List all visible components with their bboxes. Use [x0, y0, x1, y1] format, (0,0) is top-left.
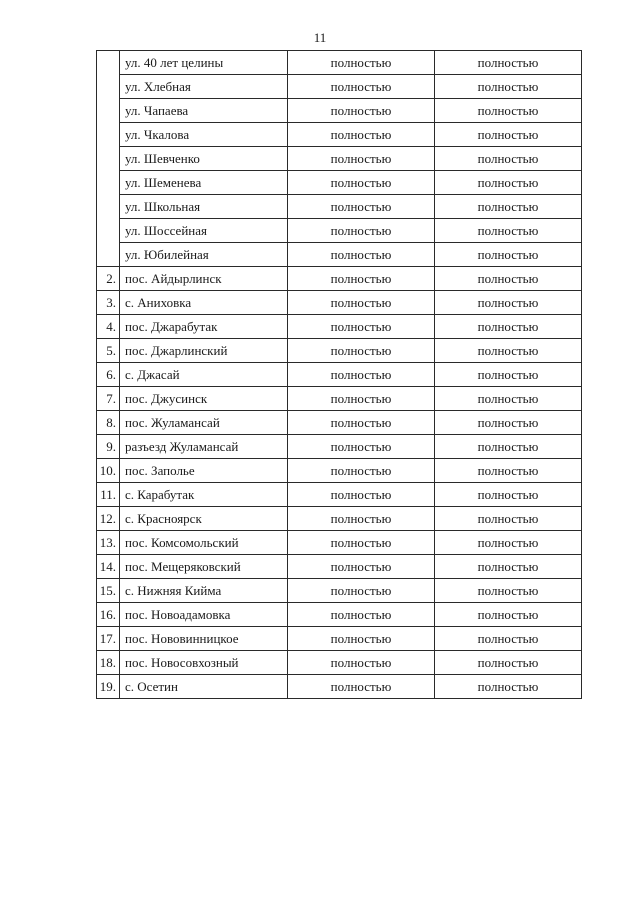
row-number: 18.	[97, 651, 120, 675]
settlement-name: с. Нижняя Кийма	[120, 579, 288, 603]
status-cell-b: полностью	[435, 99, 582, 123]
table-row	[97, 339, 582, 363]
status-cell-b: полностью	[435, 507, 582, 531]
row-number: 16.	[97, 603, 120, 627]
status-cell-b: полностью	[435, 435, 582, 459]
row-number-cell	[97, 51, 120, 267]
table-row	[97, 435, 582, 459]
status-cell-b: полностью	[435, 171, 582, 195]
status-cell-a: полностью	[288, 195, 435, 219]
table-row	[97, 267, 582, 291]
status-cell-b: полностью	[435, 387, 582, 411]
status-cell-a: полностью	[288, 507, 435, 531]
table-row	[97, 627, 582, 651]
table-row	[97, 555, 582, 579]
table-row	[97, 459, 582, 483]
settlement-name: ул. 40 лет целины	[120, 51, 288, 75]
row-number: 2.	[97, 267, 120, 291]
row-number: 15.	[97, 579, 120, 603]
table-row	[97, 51, 582, 75]
status-cell-b: полностью	[435, 459, 582, 483]
settlement-name: пос. Джарлинский	[120, 339, 288, 363]
settlement-name: пос. Нововинницкое	[120, 627, 288, 651]
row-number: 12.	[97, 507, 120, 531]
status-cell-a: полностью	[288, 531, 435, 555]
status-cell-a: полностью	[288, 459, 435, 483]
settlement-name: пос. Комсомольский	[120, 531, 288, 555]
row-number: 17.	[97, 627, 120, 651]
status-cell-a: полностью	[288, 171, 435, 195]
table-row	[97, 363, 582, 387]
status-cell-b: полностью	[435, 147, 582, 171]
table-row	[97, 603, 582, 627]
table-row	[97, 219, 582, 243]
table-body	[97, 51, 582, 699]
settlement-name: ул. Шевченко	[120, 147, 288, 171]
status-cell-b: полностью	[435, 219, 582, 243]
status-cell-b: полностью	[435, 339, 582, 363]
settlement-name: с. Джасай	[120, 363, 288, 387]
status-cell-a: полностью	[288, 147, 435, 171]
table-row	[97, 291, 582, 315]
status-cell-a: полностью	[288, 387, 435, 411]
status-cell-a: полностью	[288, 243, 435, 267]
table-row	[97, 99, 582, 123]
table-row	[97, 483, 582, 507]
row-number: 9.	[97, 435, 120, 459]
settlement-name: пос. Айдырлинск	[120, 267, 288, 291]
row-number: 11.	[97, 483, 120, 507]
status-cell-a: полностью	[288, 435, 435, 459]
status-cell-b: полностью	[435, 243, 582, 267]
settlement-name: ул. Шеменева	[120, 171, 288, 195]
settlement-name: пос. Заполье	[120, 459, 288, 483]
status-cell-a: полностью	[288, 75, 435, 99]
settlement-name: с. Осетин	[120, 675, 288, 699]
table-row	[97, 651, 582, 675]
status-cell-b: полностью	[435, 291, 582, 315]
table-row	[97, 315, 582, 339]
settlement-name: разъезд Жуламансай	[120, 435, 288, 459]
row-number: 5.	[97, 339, 120, 363]
settlement-name: ул. Хлебная	[120, 75, 288, 99]
settlement-name: пос. Мещеряковский	[120, 555, 288, 579]
status-cell-b: полностью	[435, 579, 582, 603]
status-cell-a: полностью	[288, 267, 435, 291]
row-number: 19.	[97, 675, 120, 699]
status-cell-b: полностью	[435, 627, 582, 651]
table-row	[97, 531, 582, 555]
status-cell-b: полностью	[435, 75, 582, 99]
status-cell-b: полностью	[435, 603, 582, 627]
status-cell-a: полностью	[288, 627, 435, 651]
status-cell-a: полностью	[288, 315, 435, 339]
status-cell-a: полностью	[288, 123, 435, 147]
status-cell-a: полностью	[288, 339, 435, 363]
settlement-name: с. Красноярск	[120, 507, 288, 531]
status-cell-a: полностью	[288, 363, 435, 387]
table-row	[97, 507, 582, 531]
page-number: 11	[313, 30, 327, 45]
status-cell-b: полностью	[435, 363, 582, 387]
table-row	[97, 147, 582, 171]
status-cell-b: полностью	[435, 315, 582, 339]
status-cell-a: полностью	[288, 219, 435, 243]
settlement-name: ул. Юбилейная	[120, 243, 288, 267]
settlements-table	[96, 50, 582, 699]
settlement-name: с. Карабутак	[120, 483, 288, 507]
status-cell-a: полностью	[288, 51, 435, 75]
row-number: 8.	[97, 411, 120, 435]
status-cell-b: полностью	[435, 651, 582, 675]
table-row	[97, 411, 582, 435]
status-cell-b: полностью	[435, 411, 582, 435]
settlement-name: с. Аниховка	[120, 291, 288, 315]
status-cell-a: полностью	[288, 291, 435, 315]
settlement-name: пос. Жуламансай	[120, 411, 288, 435]
row-number: 3.	[97, 291, 120, 315]
status-cell-b: полностью	[435, 267, 582, 291]
table-row	[97, 243, 582, 267]
status-cell-a: полностью	[288, 555, 435, 579]
settlement-name: ул. Чапаева	[120, 99, 288, 123]
status-cell-a: полностью	[288, 651, 435, 675]
table-row	[97, 75, 582, 99]
settlement-name: пос. Джусинск	[120, 387, 288, 411]
settlement-name: пос. Новосовхозный	[120, 651, 288, 675]
row-number: 13.	[97, 531, 120, 555]
table-row	[97, 387, 582, 411]
table-row	[97, 123, 582, 147]
settlement-name: пос. Джарабутак	[120, 315, 288, 339]
status-cell-b: полностью	[435, 675, 582, 699]
row-number: 6.	[97, 363, 120, 387]
row-number: 14.	[97, 555, 120, 579]
status-cell-b: полностью	[435, 51, 582, 75]
status-cell-a: полностью	[288, 675, 435, 699]
status-cell-b: полностью	[435, 531, 582, 555]
settlement-name: ул. Шоссейная	[120, 219, 288, 243]
row-number: 10.	[97, 459, 120, 483]
status-cell-a: полностью	[288, 99, 435, 123]
settlement-name: ул. Чкалова	[120, 123, 288, 147]
status-cell-b: полностью	[435, 123, 582, 147]
row-number: 7.	[97, 387, 120, 411]
table-row	[97, 675, 582, 699]
status-cell-a: полностью	[288, 603, 435, 627]
status-cell-b: полностью	[435, 555, 582, 579]
row-number: 4.	[97, 315, 120, 339]
table-row	[97, 195, 582, 219]
settlement-name: ул. Школьная	[120, 195, 288, 219]
settlement-name: пос. Новоадамовка	[120, 603, 288, 627]
table-row	[97, 171, 582, 195]
status-cell-a: полностью	[288, 411, 435, 435]
status-cell-b: полностью	[435, 483, 582, 507]
status-cell-b: полностью	[435, 195, 582, 219]
status-cell-a: полностью	[288, 483, 435, 507]
status-cell-a: полностью	[288, 579, 435, 603]
table-row	[97, 579, 582, 603]
